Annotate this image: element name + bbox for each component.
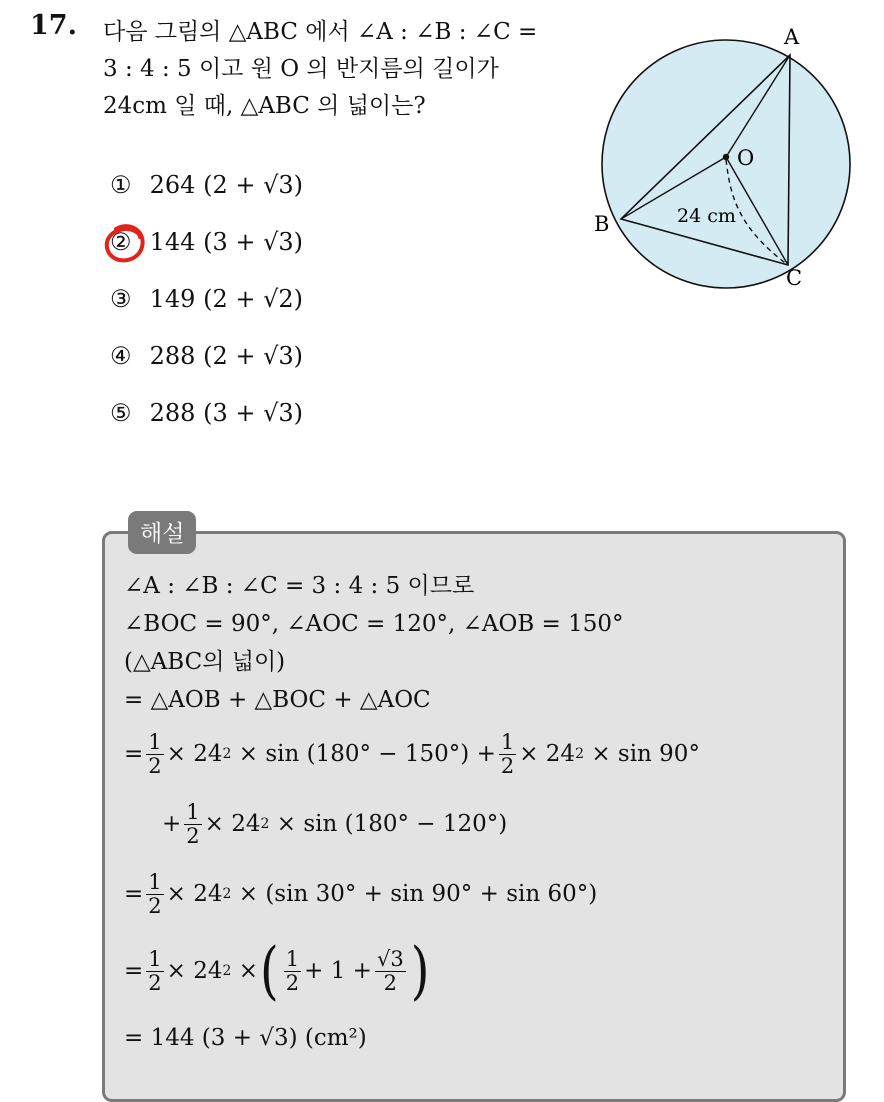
circle-triangle-figure — [588, 20, 878, 290]
solution-line-6: + $\frac{1}{2}$ × 24 2 × sin (180° − 120°) — [162, 799, 508, 848]
solution-line-1: ∠A : ∠B : ∠C = 3 : 4 : 5 이므로 — [124, 573, 475, 599]
choice-text: 264 (2 + √3) — [149, 171, 304, 199]
fraction-half: $\frac{1}{2}$ — [186, 799, 200, 848]
choice-number: ⑤ — [110, 399, 132, 427]
solution-line-5: = $\frac{1}{2}$ × 24 2 × sin (180° − 150°) + $\frac{1}{2}$ × 24 2 × sin 90° — [124, 729, 700, 778]
choice-number: ② — [110, 228, 132, 256]
center-point — [723, 154, 729, 160]
stem-line-2: 3 : 4 : 5 이고 원 O 의 반지름의 길이가 — [103, 56, 499, 82]
choice-5[interactable] — [110, 388, 303, 445]
label-c: C — [786, 266, 803, 290]
label-o: O — [737, 146, 755, 170]
choice-text: 149 (2 + √2) — [149, 285, 304, 313]
choice-number: ④ — [110, 342, 132, 370]
choice-1[interactable] — [110, 160, 303, 217]
choice-4[interactable] — [110, 331, 303, 388]
choice-text: 144 (3 + √3) — [149, 228, 304, 256]
stem-line-1: 다음 그림의 △ABC 에서 ∠A : ∠B : ∠C = — [103, 19, 538, 45]
question-number: 17. — [30, 10, 77, 41]
question-stem — [103, 14, 573, 125]
fraction-half: $\frac{1}{2}$ — [500, 729, 515, 778]
red-circle-mark-icon — [102, 221, 152, 267]
label-b: B — [594, 212, 610, 236]
solution-line-7: = $\frac{1}{2}$ × 24 2 × (sin 30° + sin 90° + sin 60°) — [124, 869, 598, 918]
stem-line-3: 24cm 일 때, △ABC 의 넓이는? — [103, 93, 426, 119]
choice-text: 288 (2 + √3) — [149, 342, 304, 370]
solution-line-4: = △AOB + △BOC + △AOC — [124, 687, 431, 713]
fraction-half: $\frac{1}{2}$ — [285, 946, 300, 995]
solution-line-8: = $\frac{1}{2}$ × 24 2 × ( $\frac{1}{2}$ + 1 + $\frac{√3}{2}$ ) — [124, 934, 430, 1008]
radius-label: 24 cm — [677, 205, 736, 227]
choice-number: ③ — [110, 285, 132, 313]
choice-text: 288 (3 + √3) — [149, 399, 304, 427]
solution-body — [124, 567, 700, 1063]
solution-line-3: (△ABC의 넓이) — [124, 649, 286, 675]
label-a: A — [784, 25, 800, 49]
fraction-half: $\frac{1}{2}$ — [148, 869, 162, 918]
choice-number: ① — [110, 171, 132, 199]
answer-choices — [110, 160, 303, 445]
fraction-sqrt3-half: $\frac{√3}{2}$ — [376, 946, 404, 995]
fraction-half: $\frac{1}{2}$ — [148, 946, 162, 995]
solution-line-2: ∠BOC = 90°, ∠AOC = 120°, ∠AOB = 150° — [124, 611, 624, 637]
choice-2[interactable] — [110, 217, 303, 274]
fraction-half: $\frac{1}{2}$ — [148, 729, 162, 778]
choice-3[interactable] — [110, 274, 303, 331]
solution-badge: 해설 — [128, 511, 196, 554]
solution-final: = 144 (3 + √3) (cm²) — [124, 1025, 367, 1051]
